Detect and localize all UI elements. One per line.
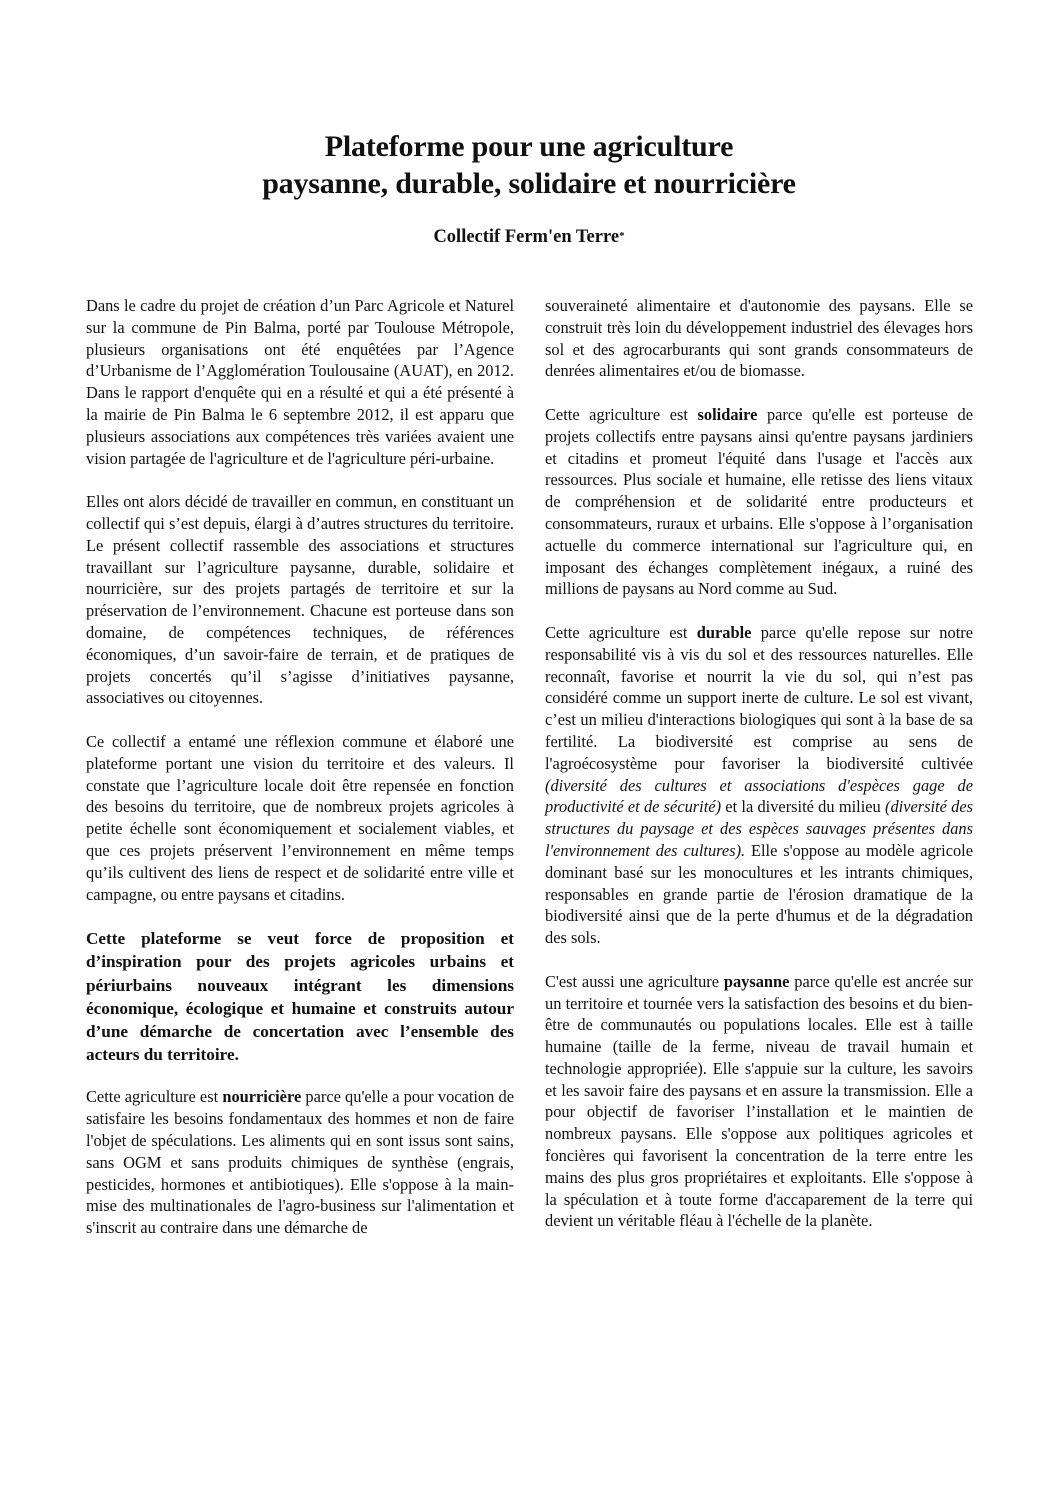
paragraph-continuation [545, 295, 973, 382]
author-name: Collectif Ferm'en Terre [433, 227, 620, 247]
text-run: parce qu'elle a pour vocation de satisfaire les besoins fondamentaux des hommes et non de faire l'objet de spéculations. Les aliments qui en sont issus sont sains, sans OGM et sans produits chimiques de synthèse (engrais, pesticides, hormones et antibiotiques). Elle s'oppose à la main-mise des multinationales de l'agro-business sur l'alimentation et s'inscrit au contraire dans une démarche de [86, 1087, 514, 1238]
paragraph-solidaire [545, 404, 973, 600]
text-run: Elles ont alors décidé de travailler en commun, en constituant un collectif qui s’est depuis, élargi à d’autres structures du territoire. Le présent collectif rassemble des associations et structures travaillant sur l’agriculture paysanne, durable, solidaire et nourricière, sur des projets partagés de territoire et sur la préservation de l’environnement. Chacune est porteuse dans son domaine, de compétences techniques, de références économiques, d’un savoir-faire de terrain, et de pratiques de projets concertés qu’il s’agisse d’initiatives paysanne, associatives ou citoyennes. [86, 492, 514, 708]
text-run: Cette agriculture est [545, 622, 697, 642]
bold-text: durable [696, 622, 752, 642]
bold-text: solidaire [697, 404, 758, 424]
text-run: Dans le cadre du projet de création d’un Parc Agricole et Naturel sur la commune de Pin Balma, porté par Toulouse Métropole, plusieurs organisations ont été enquêtées par l’Agence d’Urbanisme de l’Agglomération Toulousaine (AUAT), en 2012. Dans le rapport d'enquête qui en a résulté et qui a été présenté à la mairie de Pin Balma le 6 septembre 2012, il est apparu que plusieurs associations aux compétences très variées avaient une vision partagée de l'agriculture et de l'agriculture péri-urbaine. [86, 296, 514, 468]
text-run: parce qu'elle est porteuse de projets collectifs entre paysans ainsi qu'entre paysans jardiniers et citadins et promeut l'équité dans l'usage et l'accès aux ressources. Plus sociale et humaine, elle retisse des liens vitaux de compréhension et de solidarité entre producteurs et consommateurs, ruraux et urbains. Elle s'oppose à l’organisation actuelle du commerce international sur l'agriculture qui, en imposant des échanges complètement inégaux, a ruiné des millions de paysans au Nord comme au Sud. [545, 404, 973, 599]
italic-text: (diversité des cultures et associations d'espèces gage de productivité et de sécurité) [545, 775, 973, 817]
text-run: Ce collectif a entamé une réflexion commune et élaboré une plateforme portant une vision du territoire et des valeurs. Il constate que l’agriculture locale doit être repensée en fonction des besoins du territoire, que de nombreux projets agricoles à petite échelle sont économiquement et socialement viables, et que ces projets préservent l’environnement en même temps qu’ils cultivent des liens de respect et de solidarité entre ville et campagne, ou entre paysans et citadins. [86, 731, 514, 904]
right-column [545, 295, 973, 1254]
title-line-1: Plateforme pour une agriculture [324, 130, 734, 163]
italic-text: (diversité des structures du paysage et des espèces sauvages présentes dans l'environnement des cultures). [545, 797, 973, 860]
text-run: Elle s'oppose au modèle agricole dominant basé sur les monocultures et les intrants chimiques, responsables en grande partie de l'érosion dramatique de la biodiversité ainsi que de la perte d'humus et de la dégradation des sols. [545, 840, 973, 948]
bold-text: paysanne [723, 971, 790, 991]
paragraph-paysanne [545, 971, 973, 1233]
text-run: Cette agriculture est [86, 1087, 223, 1107]
left-column [86, 295, 514, 1261]
text-run: souveraineté alimentaire et d'autonomie des paysans. Elle se construit très loin du développement industriel des élevages hors sol et des agrocarburants qui sont grands consommateurs de denrées alimentaires et/ou de biomasse. [545, 296, 973, 381]
paragraph-nourriciere [86, 1086, 514, 1239]
text-run: parce qu'elle est ancrée sur un territoire et tournée vers la satisfaction des besoins et du bien-être de communautés ou populations locales. Elle est à taille humaine (taille de la ferme, niveau de travail humain et technologie appropriée). Elle s'appuie sur la culture, les savoirs et les savoir faire des paysans et en assure la transmission. Elle a pour objectif de favoriser l’installation et le maintien de nombreux paysans. Elle s'oppose aux politiques agricoles et foncières qui favorisent la concentration de la terre entre les mains des plus gros propriétaires et exploitants. Elle s'oppose à la spéculation et à toute forme d'accaparement de la terre qui devient un véritable fléau à l'échelle de la planète. [545, 971, 974, 1231]
platform-statement [86, 927, 514, 1066]
author-footnote-mark: * [619, 230, 625, 242]
paragraph [86, 295, 514, 469]
bold-text: nourricière [222, 1087, 302, 1107]
author-byline [0, 226, 1058, 248]
title-line-2: paysanne, durable, solidaire et nourricière [262, 167, 796, 200]
paragraph [86, 731, 514, 905]
text-run: parce qu'elle repose sur notre responsabilité vis à vis du sol et des ressources naturelles. Elle reconnaît, favorise et nourrit la vie du sol, qui n’est pas considéré comme un support inerte de culture. Le sol est vivant, c’est un milieu d'interactions biologiques qui sont à la base de sa fertilité. La biodiversité est comprise au sens de l'agroécosystème pour favoriser la biodiversité cultivée [545, 622, 973, 773]
paragraph-durable [545, 622, 973, 949]
text-run: C'est aussi une agriculture [545, 971, 724, 991]
paragraph [86, 491, 514, 709]
text-run: et la diversité du milieu [721, 797, 885, 817]
bold-text: Cette plateforme se veut force de proposition et d’inspiration pour des projets agricoles urbains et périurbains nouveaux intégrant les dimensions économique, écologique et humaine et construits autour d’une démarche de concertation avec l’ensemble des acteurs du territoire. [86, 929, 514, 1065]
text-run: Cette agriculture est [545, 404, 698, 424]
document-title [0, 128, 1058, 202]
